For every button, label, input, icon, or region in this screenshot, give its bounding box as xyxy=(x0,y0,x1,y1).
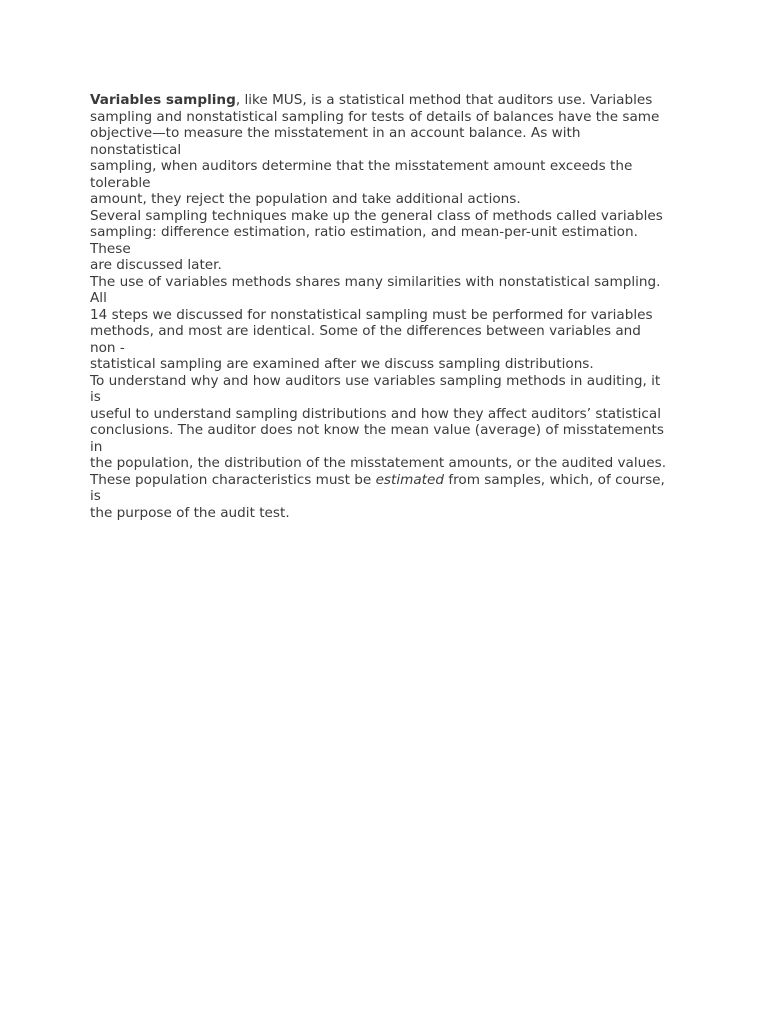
text-line xyxy=(90,191,690,208)
text-run: Several sampling techniques make up the general class of methods called variables xyxy=(90,207,663,224)
text-run: statistical sampling are examined after we discuss sampling distributions. xyxy=(90,356,594,372)
text-line xyxy=(90,439,690,456)
text-line xyxy=(90,307,690,324)
text-line xyxy=(90,422,690,439)
text-run: useful to understand sampling distributions and how they affect auditors’ statistical xyxy=(90,405,661,422)
text-line xyxy=(90,208,690,225)
text-run: from samples, which, of course, xyxy=(444,471,665,488)
text-line xyxy=(90,92,690,109)
text-line xyxy=(90,389,690,406)
text-run: amount, they reject the population and take additional actions. xyxy=(90,191,521,207)
text-run: , like MUS, is a statistical method that auditors use. Variables xyxy=(235,92,653,108)
text-run: the purpose of the audit test. xyxy=(90,504,290,521)
text-line xyxy=(90,455,690,472)
text-line xyxy=(90,241,690,258)
text-run: methods, and most are identical. Some of the differences between variables and xyxy=(90,323,641,339)
text-run: These xyxy=(90,240,131,257)
text-line xyxy=(90,472,690,489)
text-line xyxy=(90,158,690,175)
text-line xyxy=(90,373,690,390)
text-run: is xyxy=(90,488,101,504)
text-run: The use of variables methods shares many similarities with nonstatistical sampling. xyxy=(90,273,661,290)
text-run: 14 steps we discussed for nonstatistical sampling must be performed for variables xyxy=(90,306,653,323)
text-line xyxy=(90,257,690,274)
text-line xyxy=(90,323,690,340)
text-line xyxy=(90,109,690,126)
text-run: All xyxy=(90,290,107,306)
text-line xyxy=(90,224,690,241)
text-run: are discussed later. xyxy=(90,257,222,273)
text-line xyxy=(90,142,690,159)
text-line xyxy=(90,406,690,423)
text-run: objective—to measure the misstatement in an account balance. As with xyxy=(90,125,581,141)
italic-term: estimated xyxy=(375,471,445,488)
text-line xyxy=(90,340,690,357)
text-run: is xyxy=(90,389,101,405)
text-line xyxy=(90,505,690,522)
text-run: sampling and nonstatistical sampling for tests of details of balances have the same xyxy=(90,108,660,125)
text-run: sampling: difference estimation, ratio estimation, and mean-per-unit estimation. xyxy=(90,224,638,240)
text-run: tolerable xyxy=(90,174,151,191)
text-run: non - xyxy=(90,339,125,356)
text-run: in xyxy=(90,438,103,455)
text-line xyxy=(90,290,690,307)
text-run: the population, the distribution of the misstatement amounts, or the audited values. xyxy=(90,455,667,471)
text-run: To understand why and how auditors use variables sampling methods in auditing, it xyxy=(90,372,661,389)
text-run: sampling, when auditors determine that the misstatement amount exceeds the xyxy=(90,158,633,174)
bold-term: Variables sampling xyxy=(90,92,236,108)
text-run: nonstatistical xyxy=(90,141,182,158)
text-line xyxy=(90,488,690,505)
text-line xyxy=(90,356,690,373)
text-line xyxy=(90,175,690,192)
text-run: These population characteristics must be xyxy=(90,471,376,488)
text-line xyxy=(90,274,690,291)
body-text xyxy=(90,92,690,521)
text-line xyxy=(90,125,690,142)
text-run: conclusions. The auditor does not know the mean value (average) of misstatements xyxy=(90,422,664,438)
